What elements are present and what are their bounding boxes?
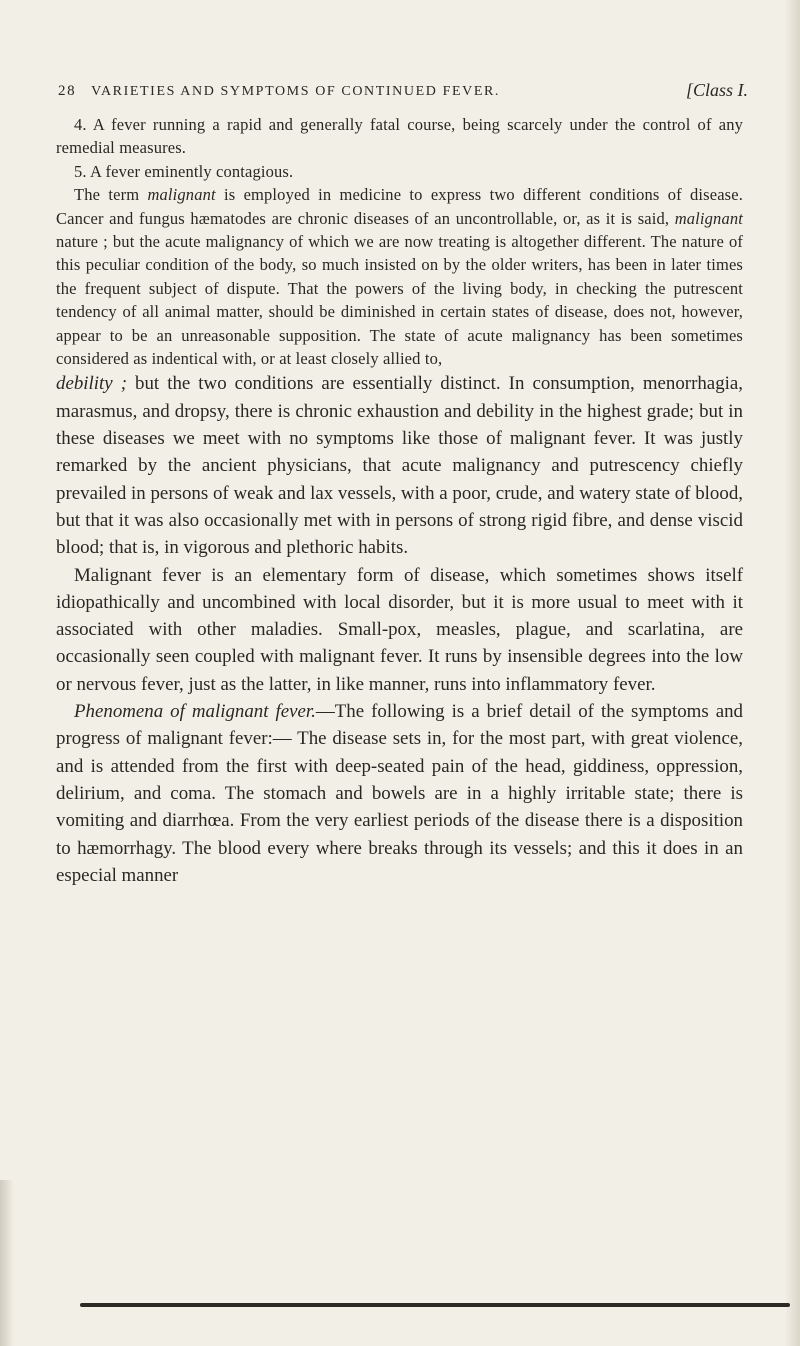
paragraph-elementary-form: Malignant fever is an elementary form of disease, which sometimes shows itself idiopathically and uncombined with local disorder, but it is more usual to meet with it associated with other maladies. Small-pox, measles, plague, and scarlatina, are occasionally seen coupled with malignant fever. It runs by insensible degrees into the low or nervous fever, just as the latter, in like manner, runs into inflammatory fever. xyxy=(56,564,743,695)
page-edge xyxy=(786,0,800,1346)
running-title: VARIETIES AND SYMPTOMS OF CONTINUED FEVER. xyxy=(91,84,501,99)
term-italic: malignant xyxy=(147,185,216,205)
paragraph-phenomena: Phenomena of malignant fever.—The following is a brief detail of the symptoms and progress of malignant fever:— The disease sets in, for the most part, with great violence, and is attended from the first with deep-seated pain of the head, giddiness, oppression, delirium, and coma. The stomach and bowels are in a highly irritable state; there is vomiting and diarrhœa. From the very earliest periods of the disease there is a disposition to hæmorrhagy. The blood every where breaks through its vessels; and this it does in an especial manner xyxy=(56,701,743,886)
running-header xyxy=(58,80,748,100)
list-item-4: 4. A fever running a rapid and generally fatal course, being scarcely under the control of any remedial measures. xyxy=(56,115,743,158)
small-type-block xyxy=(56,113,743,370)
term-italic: malignant xyxy=(674,208,743,228)
paragraph-malignant-continued: nature ; but the acute malignancy of which we are now treating is altogether different. The nature of this peculiar condition of the body, so much insisted on by the older writers, has been in later times the frequent subject of dispute. That the powers of the living body, in checking the putrescent tendency of all animal matter, should be diminished in certain states of disease, does not, however, appear to be an unreasonable supposition. The state of acute malignancy has been sometimes considered as indentical with, or at least closely allied to, xyxy=(56,232,743,369)
bottom-rule xyxy=(80,1303,790,1307)
large-type-block xyxy=(56,370,743,889)
list-item-5: 5. A fever eminently contagious. xyxy=(74,161,294,181)
paragraph-malignant-term: The term malignant is employed in medicine to express two different conditions of disease. Cancer and fungus hæmatodes are chronic diseases of an uncontrollable, or, as it is said, malignant nature ; but the acute malignancy of which we are now treating is altogether different. The nature of this peculiar condition of the body, so much insisted on by the older writers, has been in later times the frequent subject of dispute. That the powers of the living body, in checking the putrescent tendency of all animal matter, should be diminished in certain states of disease, does not, however, appear to be an unreasonable supposition. The state of acute malignancy has been sometimes considered as indentical with, or at least closely allied to, xyxy=(56,185,743,369)
section-heading: Phenomena of malignant fever. xyxy=(74,701,316,723)
page-number: 28 xyxy=(58,83,77,99)
body-text xyxy=(56,113,743,889)
page-shadow xyxy=(0,1180,14,1346)
paragraph-debility: debility ; but the two conditions are essentially distinct. In consumption, menorrhagia, marasmus, and dropsy, there is chronic exhaustion and debility in the highest grade; but in these diseases we meet with no symptoms like those of malignant fever. It was justly remarked by the ancient physicians, that acute malignancy and putrescency chiefly prevailed in persons of weak and lax vessels, with a poor, crude, and watery state of blood, but that it was also occasionally met with in persons of strong rigid fibre, and dense viscid blood; that is, in vigorous and plethoric habits. xyxy=(56,373,743,559)
class-label: [Class I. xyxy=(685,80,748,100)
term-debility: debility ; xyxy=(56,373,127,395)
